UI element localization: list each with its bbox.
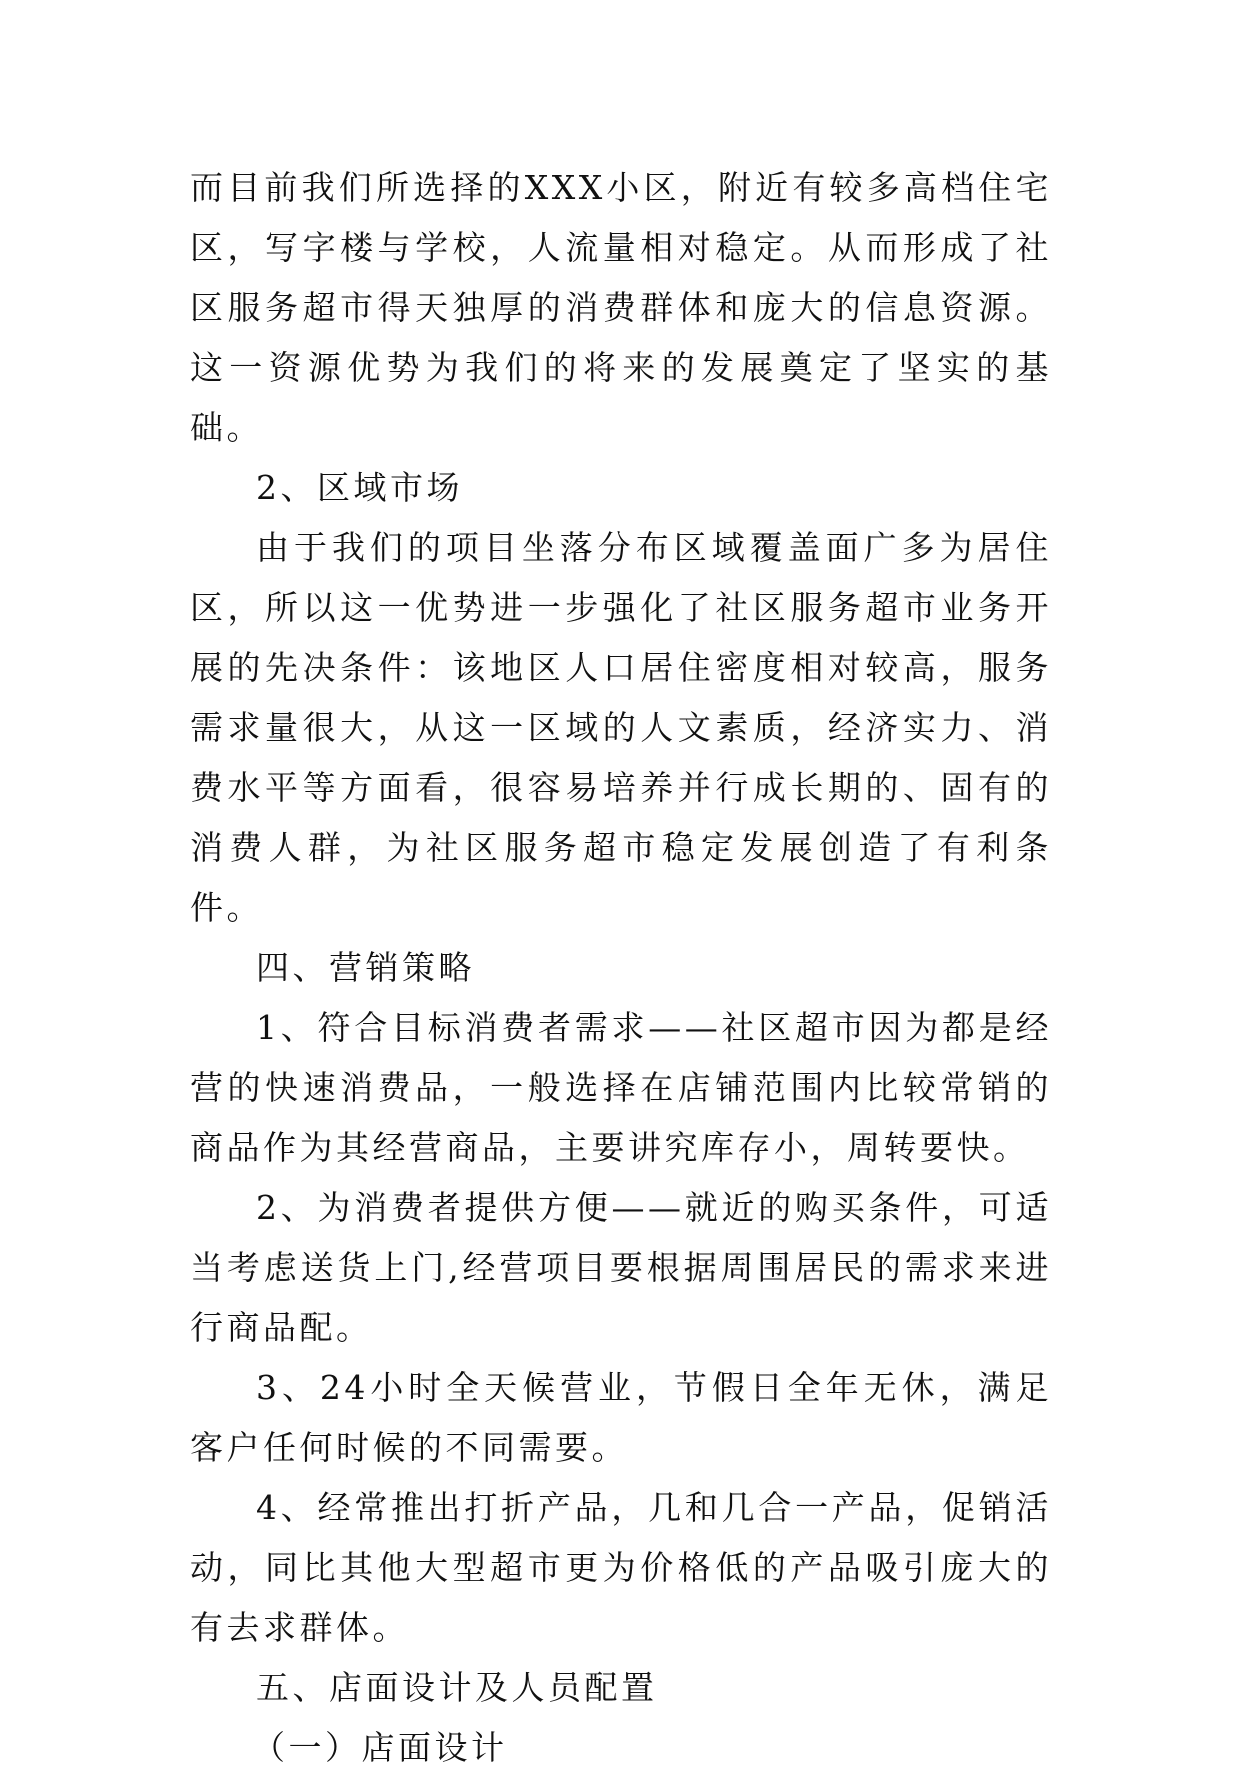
paragraph-strategy-2: 2、为消费者提供方便——就近的购买条件，可适当考虑送货上门,经营项目要根据周围居民的需求来进行商品配。 [190,1188,1052,1347]
paragraph-strategy-3: 3、24小时全天候营业，节假日全年无休，满足客户任何时候的不同需要。 [190,1368,1052,1467]
paragraph-strategy-1: 1、符合目标消费者需求——社区超市因为都是经营的快速消费品，一般选择在店铺范围内比较常销的商品作为其经营商品，主要讲究库存小，周转要快。 [190,1008,1052,1167]
heading-regional-market: 2、区域市场 [256,468,463,507]
paragraph-location-advantage: 而目前我们所选择的XXX小区，附近有较多高档住宅区，写字楼与学校，人流量相对稳定。从而形成了社区服务超市得天独厚的消费群体和庞大的信息资源。这一资源优势为我们的将来的发展奠定了坚实的基础。 [190,168,1052,447]
paragraph-strategy-4: 4、经常推出打折产品，几和几合一产品，促销活动，同比其他大型超市更为价格低的产品吸引庞大的有去求群体。 [190,1488,1052,1647]
paragraph-regional-market: 由于我们的项目坐落分布区域覆盖面广多为居住区，所以这一优势进一步强化了社区服务超市业务开展的先决条件：该地区人口居住密度相对较高，服务需求量很大，从这一区域的人文素质，经济实力、消费水平等方面看，很容易培养并行成长期的、固有的消费人群，为社区服务超市稳定发展创造了有利条件。 [190,528,1052,927]
heading-store-design: （一）店面设计 [252,1728,508,1767]
heading-store-design-staffing: 五、店面设计及人员配置 [256,1668,658,1707]
heading-marketing-strategy: 四、营销策略 [256,948,475,987]
document-body [190,158,1052,1778]
